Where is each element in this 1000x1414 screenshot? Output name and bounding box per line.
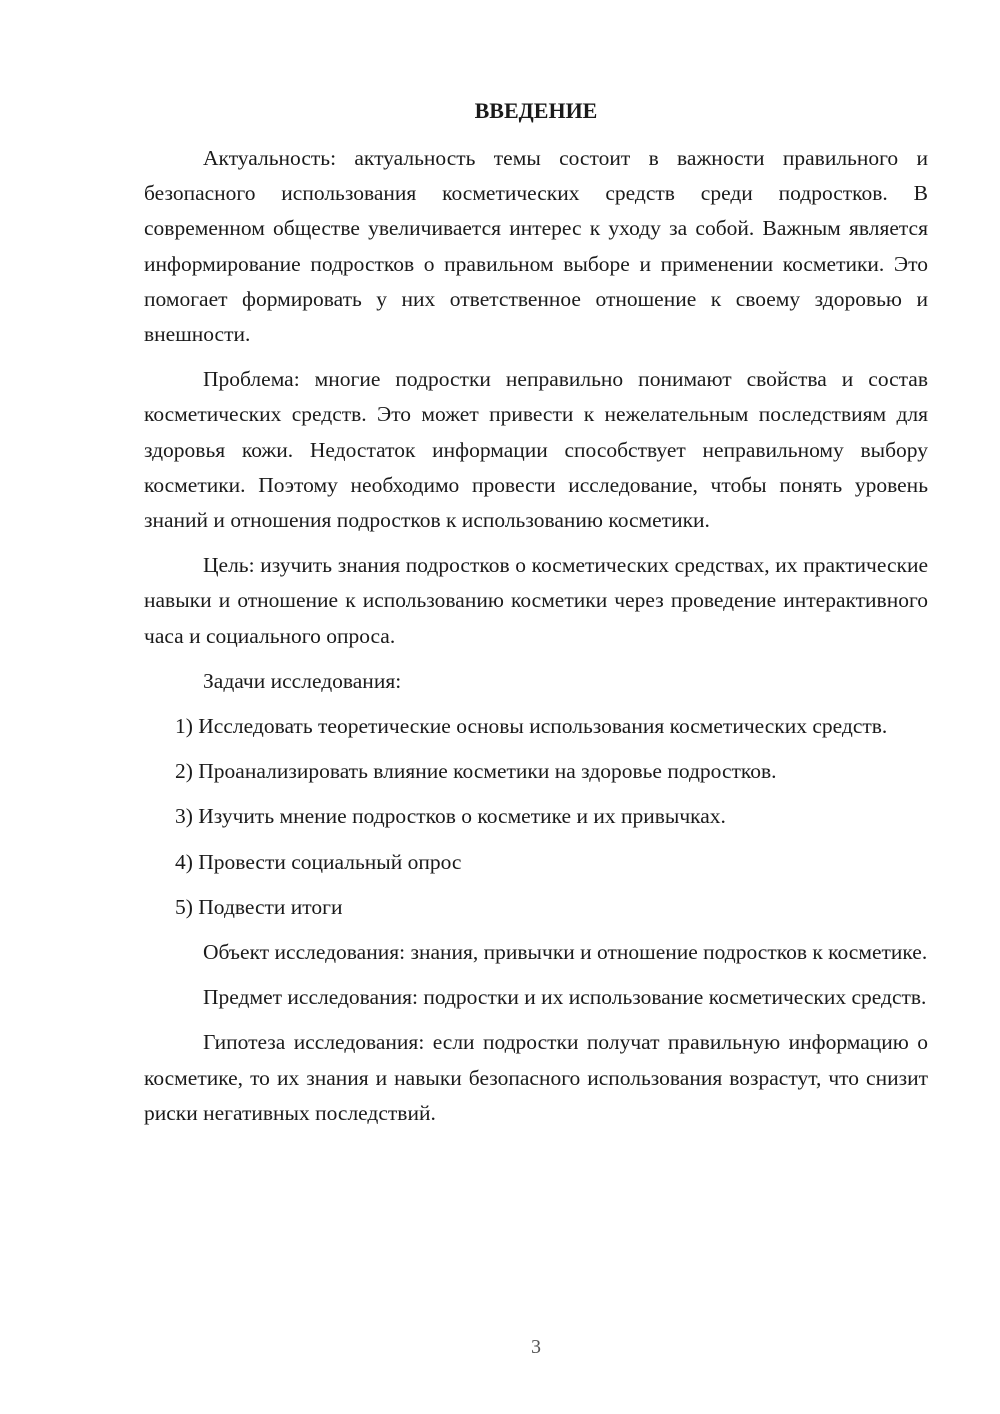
task-item-1: 1) Исследовать теоретические основы использования косметических средств. (175, 714, 888, 739)
document-page (144, 95, 928, 1141)
paragraph-subject: Предмет исследования: подростки и их использование косметических средств. (203, 985, 927, 1010)
paragraph-hypothesis: Гипотеза исследования: если подростки получат правильную информацию о косметике, то их знания и навыки безопасного использования возрастут, что снизит риски негативных последствий. (144, 1030, 928, 1125)
task-item-5: 5) Подвести итоги (175, 894, 343, 919)
page-number: 3 (531, 1336, 541, 1358)
task-item-3: 3) Изучить мнение подростков о косметике и их привычках. (175, 804, 726, 829)
paragraph-relevance: Актуальность: актуальность темы состоит в важности правильного и безопасного использования косметических средств среди подростков. В современном обществе увеличивается интерес к уходу за собой. Важным является информирование подростков о правильном выборе и применении косметики. Это помогает формировать у них ответственное отношение к своему здоровью и внешности. (144, 146, 928, 347)
paragraph-problem: Проблема: многие подростки неправильно понимают свойства и состав косметических средств. Это может привести к нежелательным последствиям для здоровья кожи. Недостаток информации способствует неправильному выбору косметики. Поэтому необходимо провести исследование, чтобы понять уровень знаний и отношения подростков к использованию косметики. (144, 367, 928, 533)
task-item-2: 2) Проанализировать влияние косметики на здоровье подростков. (175, 759, 777, 784)
section-title: ВВЕДЕНИЕ (474, 98, 598, 123)
paragraph-object: Объект исследования: знания, привычки и отношение подростков к косметике. (203, 940, 928, 965)
task-item-4: 4) Провести социальный опрос (175, 849, 462, 874)
tasks-heading: Задачи исследования: (203, 668, 402, 693)
paragraph-goal: Цель: изучить знания подростков о косметических средствах, их практические навыки и отношение к использованию косметики через проведение интерактивного часа и социального опроса. (144, 553, 928, 648)
